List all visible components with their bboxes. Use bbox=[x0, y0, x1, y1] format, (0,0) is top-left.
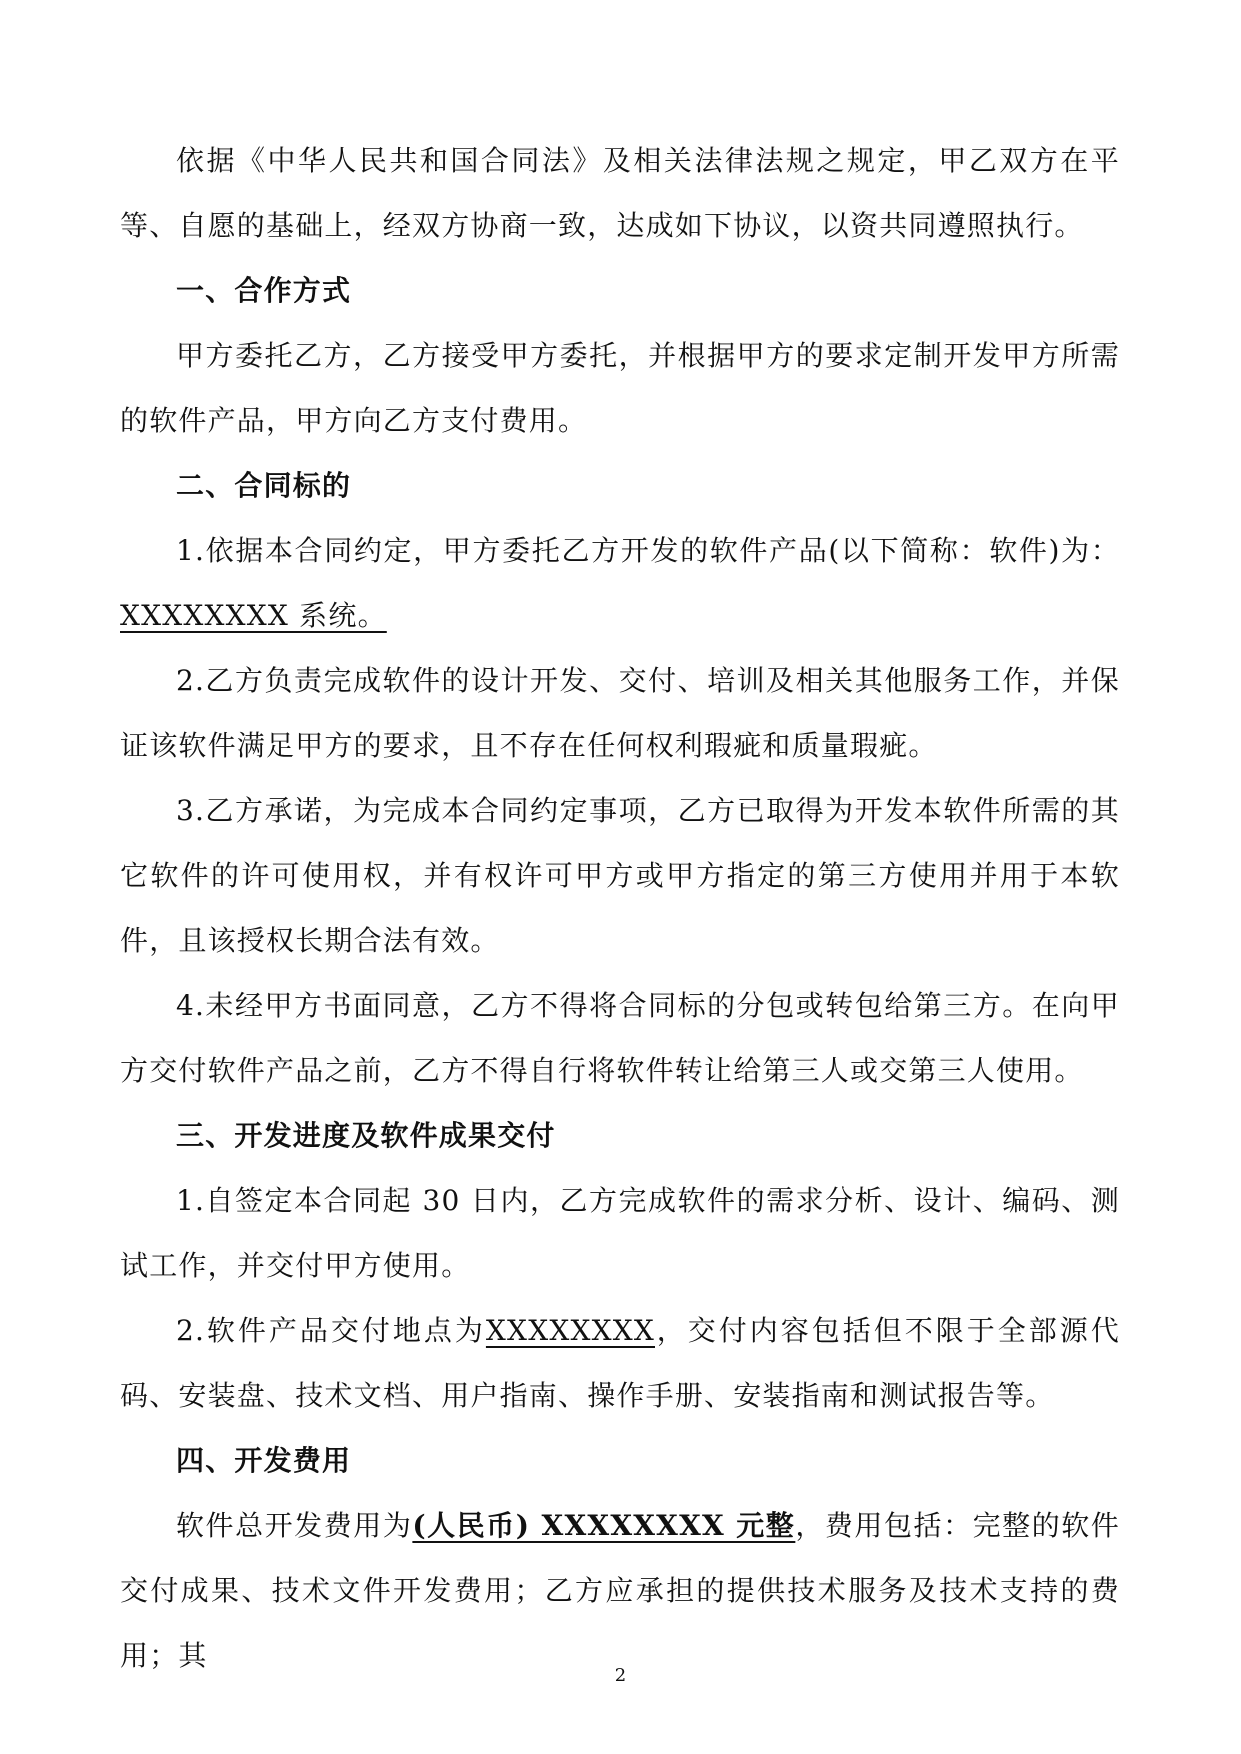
section-4-pre: 软件总开发费用为 bbox=[176, 1509, 413, 1542]
section-2-item-4: 4.未经甲方书面同意，乙方不得将合同标的分包或转包给第三方。在向甲方交付软件产品之前，乙方不得自行将软件转让给第三人或交第三人使用。 bbox=[120, 989, 1120, 1087]
section-4-paragraph bbox=[120, 1493, 1120, 1688]
total-fee-value: (人民币) XXXXXXXX 元整 bbox=[412, 1509, 796, 1542]
section-3-item-1: 1.自签定本合同起 30 日内，乙方完成软件的需求分析、设计、编码、测试工作，并交付甲方使用。 bbox=[120, 1184, 1120, 1282]
section-2-item-3: 3.乙方承诺，为完成本合同约定事项，乙方已取得为开发本软件所需的其它软件的许可使用权，并有权许可甲方或甲方指定的第三方使用并用于本软件，且该授权长期合法有效。 bbox=[120, 794, 1120, 957]
section-3-heading: 三、开发进度及软件成果交付 bbox=[176, 1119, 556, 1152]
section-1-heading: 一、合作方式 bbox=[176, 274, 352, 307]
section-3-item-2-post: ，交付内容包括但不限于全部源代码、安装盘、技术文档、用户指南、操作手册、安装指南和测试报告等。 bbox=[120, 1314, 1120, 1412]
section-1-paragraph: 甲方委托乙方，乙方接受甲方委托，并根据甲方的要求定制开发甲方所需的软件产品，甲方向乙方支付费用。 bbox=[120, 339, 1120, 437]
section-2-item-1-text: 1.依据本合同约定，甲方委托乙方开发的软件产品(以下简称：软件)为： bbox=[176, 534, 1120, 567]
intro-paragraph: 依据《中华人民共和国合同法》及相关法律法规之规定，甲乙双方在平等、自愿的基础上，经双方协商一致，达成如下协议，以资共同遵照执行。 bbox=[120, 144, 1120, 242]
software-name-value: XXXXXXXX 系统。 bbox=[120, 599, 387, 632]
section-3-item-2-pre: 2.软件产品交付地点为 bbox=[176, 1314, 486, 1347]
section-2-item-1 bbox=[120, 518, 1120, 648]
section-4-heading: 四、开发费用 bbox=[176, 1444, 352, 1477]
page-number: 2 bbox=[614, 1665, 627, 1686]
section-3-item-2 bbox=[120, 1298, 1120, 1428]
section-2-heading: 二、合同标的 bbox=[176, 469, 352, 502]
contract-body bbox=[120, 128, 1120, 1688]
section-4-post: ，费用包括：完整的软件交付成果、技术文件开发费用；乙方应承担的提供技术服务及技术支持的费用；其 bbox=[120, 1509, 1121, 1672]
delivery-location-value: XXXXXXXX bbox=[485, 1314, 655, 1347]
section-2-item-2: 2.乙方负责完成软件的设计开发、交付、培训及相关其他服务工作，并保证该软件满足甲方的要求，且不存在任何权利瑕疵和质量瑕疵。 bbox=[120, 664, 1120, 762]
